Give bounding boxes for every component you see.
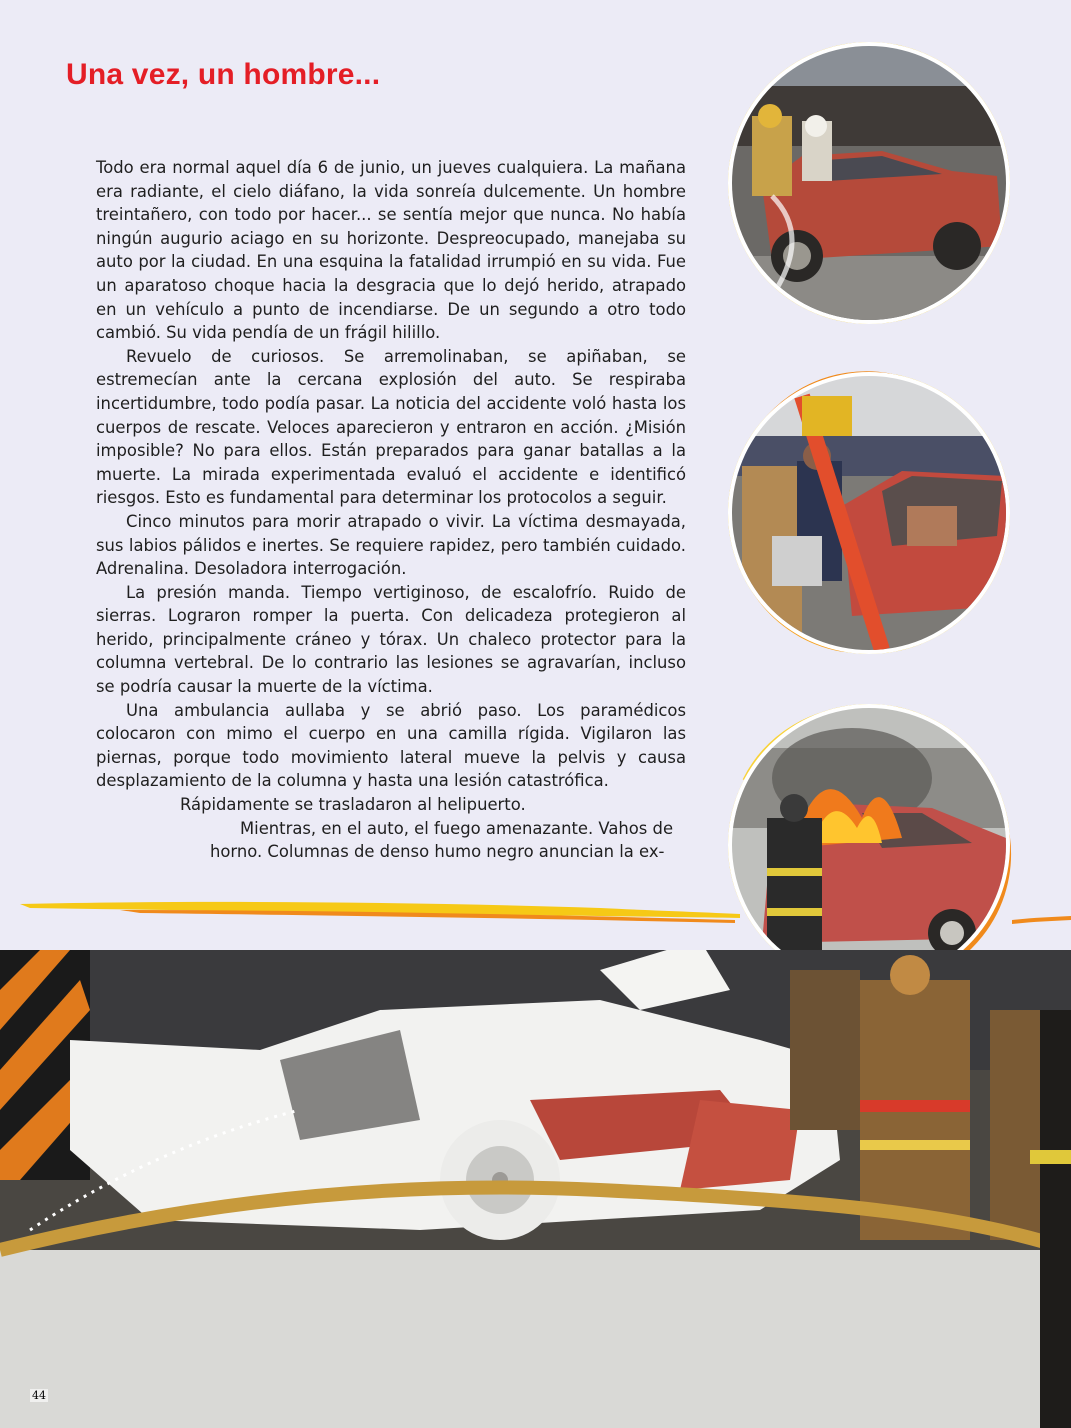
text-wrap-spacer [96,817,210,841]
circle-photo-2 [724,368,1014,658]
paragraph-4: La presión manda. Tiempo vertiginoso, de escalofrío. Ruido de sierras. Lograron romper la puerta. Con delicadeza protegieron al herido, principalmente cráneo y tórax. Un chaleco protector para la columna vertebral. De lo contrario las lesiones se agravarían, incluso se podría causar la muerte de la víctima. [96,582,686,697]
circle-photo-3 [724,700,1014,990]
page-number: 44 [32,1389,46,1402]
paragraph-7: Mientras, en el auto, el fuego amenazante. Vahos de horno. Columnas de denso humo negro anuncian la ex- [210,818,674,862]
text-wrap-spacer [96,840,210,864]
foam-car-photo [0,950,1071,1428]
paragraph-3: Cinco minutos para morir atrapado o vivir. La víctima desmayada, sus labios pálidos e inertes. Se requiere rapidez, pero también cuidado. Adrenalina. Desoladora interrogación. [96,511,686,579]
paragraph-6: Rápidamente se trasladaron al helipuerto. [180,795,526,815]
circle-photo-1 [724,38,1014,328]
paragraph-5: Una ambulancia aullaba y se abrió paso. Los paramédicos colocaron con mimo el cuerpo en una camilla rígida. Vigilaron las piernas, porque todo movimiento lateral mueve la pelvis y causa desplazamiento de la columna y hasta una lesión catastrófica. [96,700,686,791]
paragraph-1: Todo era normal aquel día 6 de junio, un jueves cualquiera. La mañana era radiante, el cielo diáfano, la vida sonreía dulcemente. Un hombre treintañero, con todo por hacer... se sentía mejor que nunca. No había ningún augurio aciago en su horizonte. Despreocupado, manejaba su auto por la ciudad. En una esquina la fatalidad irrumpió en su vida. Fue un aparatoso choque hacia la desgracia que lo dejó herido, atrapado en un vehículo a punto de incendiarse. De un segundo a otro todo cambió. Su vida pendía de un frágil hilillo. [96,158,686,343]
brush-stroke-divider [0,880,1071,940]
article-body [96,156,686,864]
paragraph-2: Revuelo de curiosos. Se arremolinaban, se apiñaban, se estremecían ante la cercana explosión del auto. Se respiraba incertidumbre, todo podía pasar. La noticia del accidente voló hasta los cuerpos de rescate. Veloces aparecieron y entraron en acción. ¿Misión imposible? No para ellos. Están preparados para ganar batallas a la muerte. La mirada experimentada evaluó el accidente e identificó riesgos. Esto es fundamental para determinar los protocolos a seguir. [96,346,686,508]
article-title: Una vez, un hombre... [66,58,381,91]
text-wrap-spacer [96,793,180,817]
